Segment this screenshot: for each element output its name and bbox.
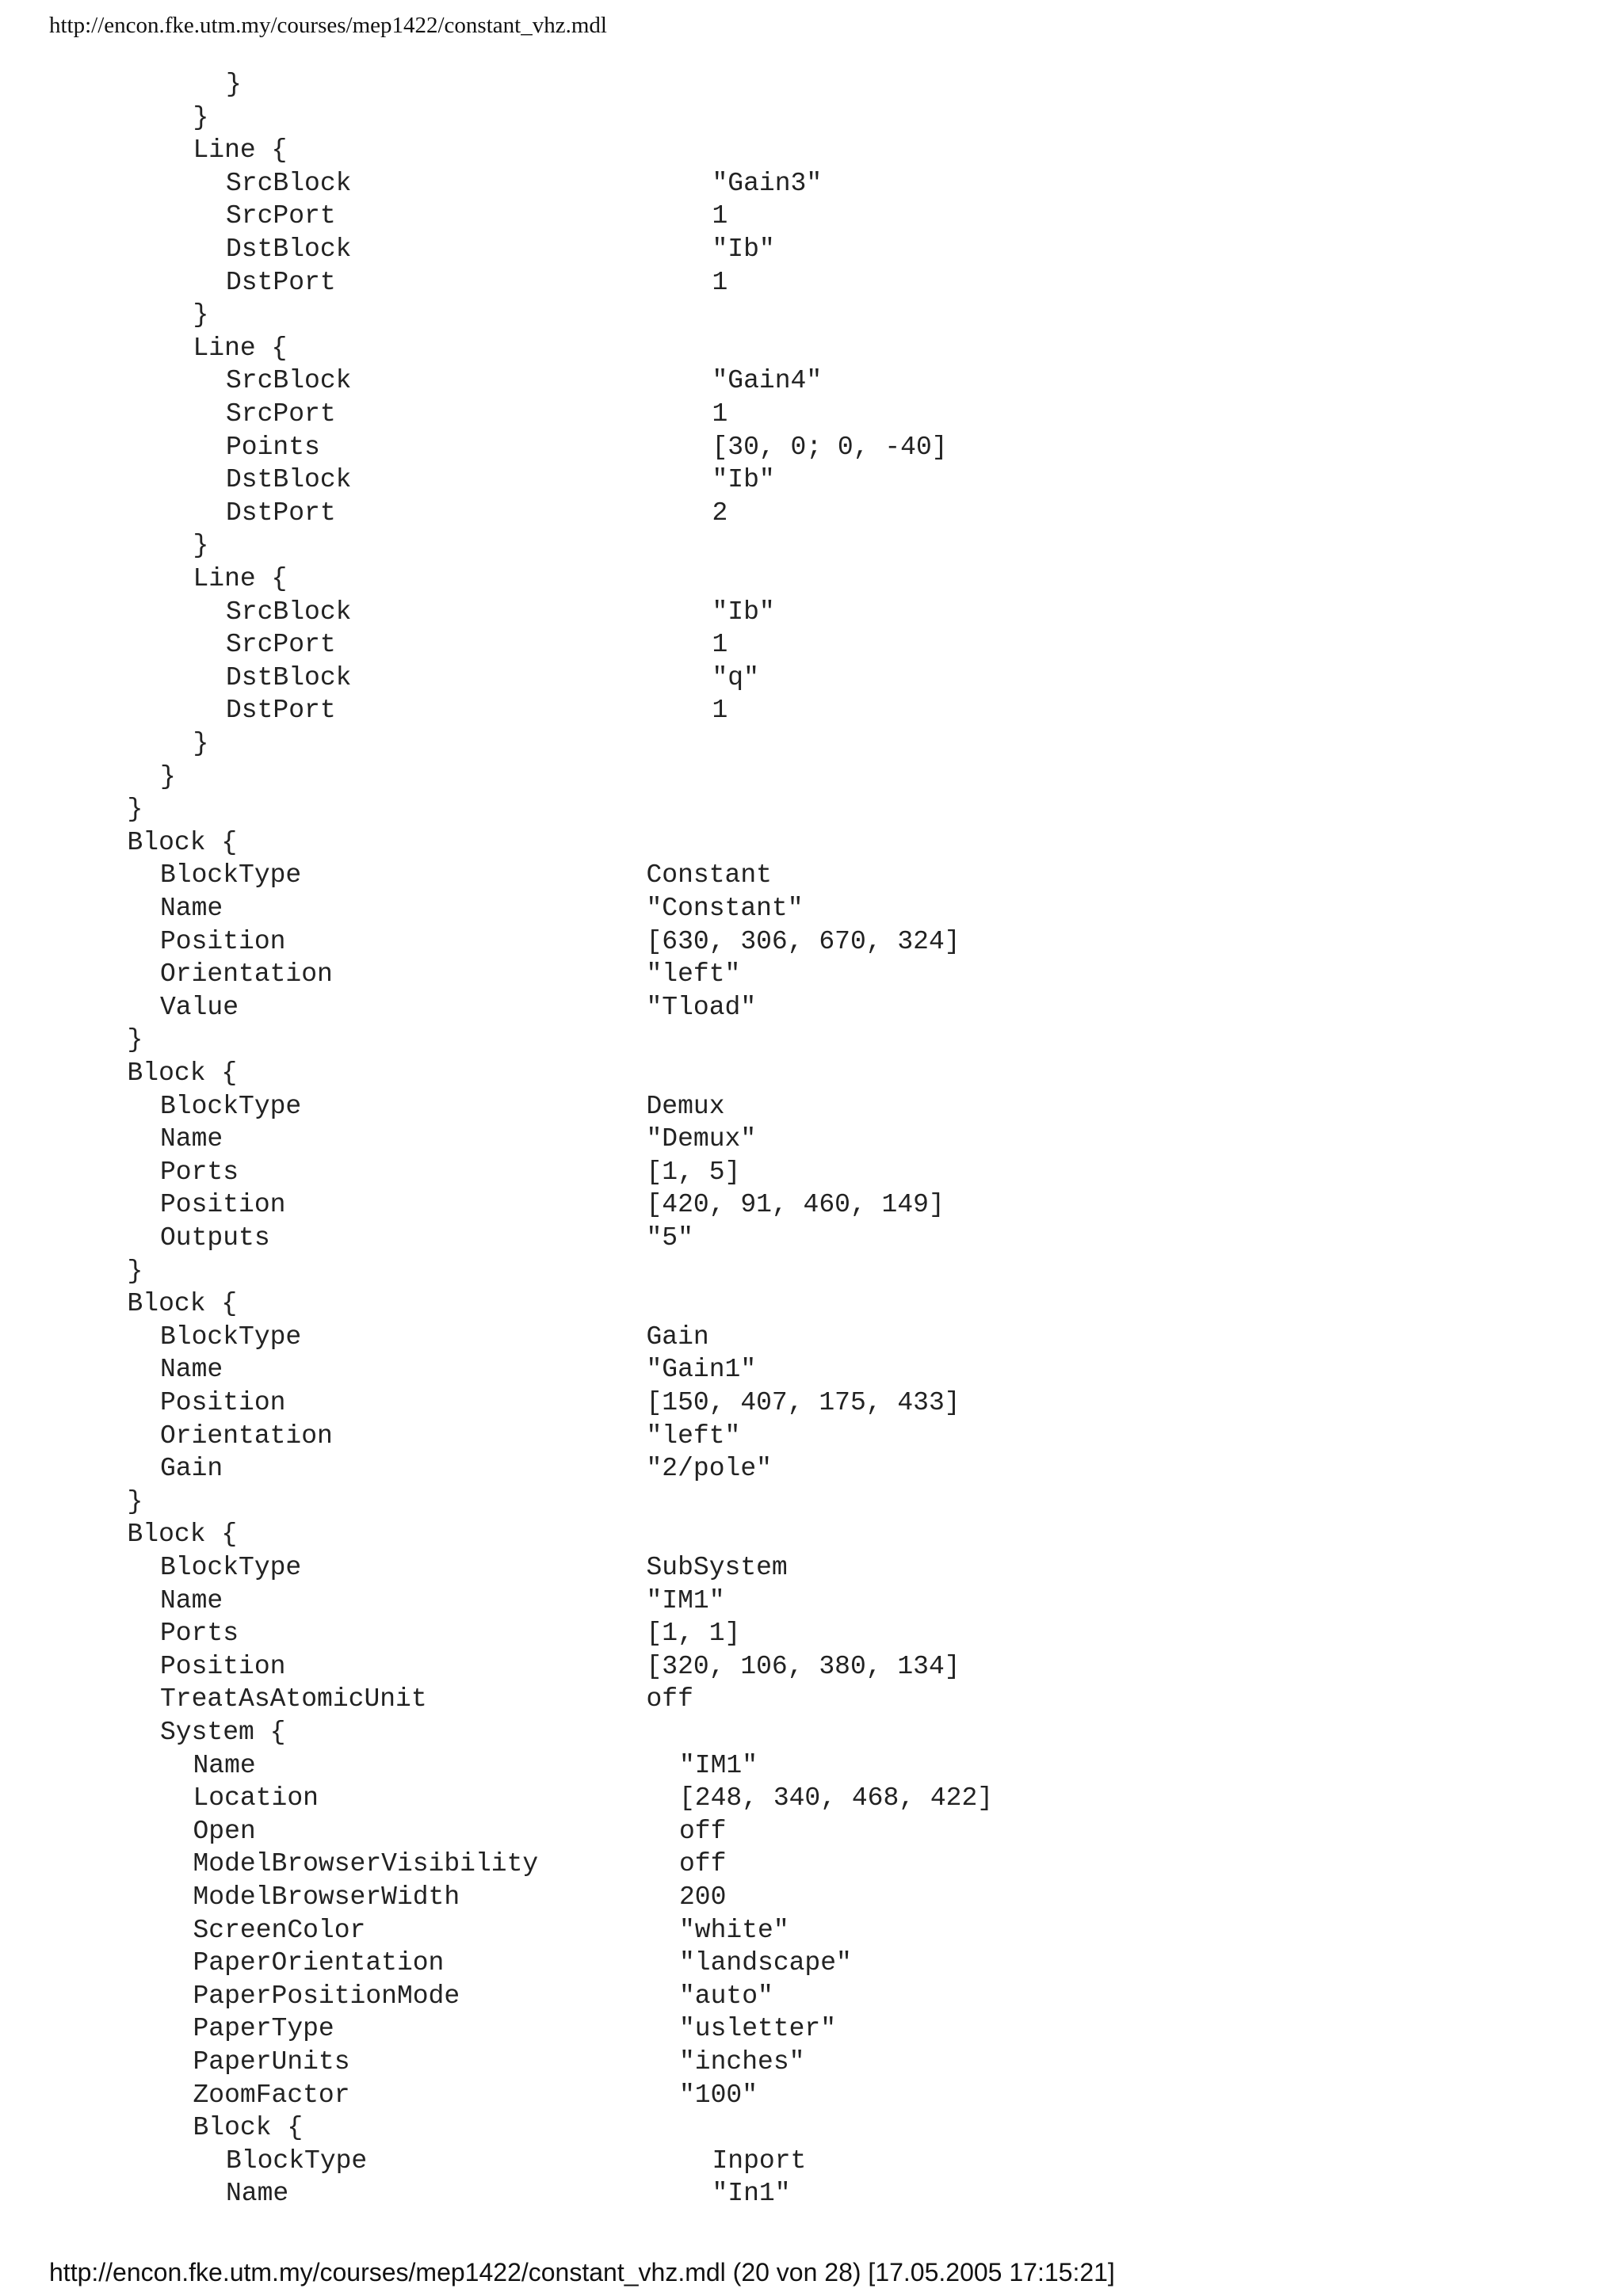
code-key: DstBlock	[226, 235, 352, 264]
code-value: [420, 91, 460, 149]	[646, 1190, 945, 1220]
code-value: "In1"	[712, 2179, 791, 2209]
code-value: 200	[679, 1882, 727, 1912]
code-key: }	[160, 761, 176, 791]
code-key: }	[127, 1256, 143, 1286]
code-key: DstPort	[226, 696, 336, 726]
code-value: "landscape"	[679, 1948, 852, 1978]
code-key: Position	[160, 926, 286, 956]
code-key: BlockType	[160, 860, 302, 891]
code-key: Value	[160, 992, 239, 1022]
code-key: Ports	[160, 1157, 239, 1187]
code-value: [248, 340, 468, 422]	[679, 1783, 994, 1814]
code-key: DstBlock	[226, 465, 352, 495]
code-key: Name	[193, 1750, 256, 1780]
code-value: "Ib"	[712, 235, 775, 264]
code-key: }	[127, 1025, 143, 1055]
code-key: DstBlock	[226, 662, 352, 692]
code-value: "Gain1"	[646, 1355, 757, 1385]
code-value: "IM1"	[646, 1585, 725, 1615]
code-value: off	[679, 1816, 727, 1846]
code-key: SrcBlock	[226, 597, 352, 627]
code-key: Block {	[127, 1289, 238, 1319]
code-key: Line {	[193, 135, 288, 166]
code-value: "100"	[679, 2080, 758, 2110]
code-value: "Gain3"	[712, 168, 823, 198]
code-key: Name	[226, 2179, 289, 2209]
code-key: Line {	[193, 564, 288, 593]
code-key: Ports	[160, 1619, 239, 1649]
code-key: PaperUnits	[193, 2047, 350, 2077]
code-value: "usletter"	[679, 2014, 837, 2044]
code-key: Block {	[127, 827, 238, 857]
code-value: "q"	[712, 662, 759, 692]
page-footer: http://encon.fke.utm.my/courses/mep1422/constant_vhz.mdl (20 von 28) [17.05.2005 17:15:21]	[49, 2258, 1115, 2286]
code-value: "Ib"	[712, 465, 775, 495]
code-key: Gain	[160, 1454, 223, 1484]
code-value: off	[679, 1849, 727, 1879]
code-key: Position	[160, 1388, 286, 1417]
code-key: BlockType	[160, 1553, 302, 1582]
code-key: Open	[193, 1816, 256, 1846]
code-key: Block {	[127, 1058, 238, 1088]
code-value: 2	[712, 498, 728, 528]
code-value: off	[646, 1684, 693, 1714]
code-value: Inport	[712, 2145, 807, 2176]
code-key: Outputs	[160, 1223, 270, 1253]
code-value: "Tload"	[646, 992, 757, 1022]
code-key: }	[193, 102, 209, 132]
code-key: ModelBrowserVisibility	[193, 1849, 539, 1879]
code-key: SrcBlock	[226, 168, 352, 198]
code-value: [1, 5]	[646, 1157, 741, 1187]
code-value: "white"	[679, 1915, 789, 1945]
code-key: BlockType	[160, 1322, 302, 1352]
code-key: }	[193, 729, 209, 758]
code-key: ScreenColor	[193, 1915, 366, 1945]
code-value: "2/pole"	[646, 1454, 772, 1484]
code-value: 1	[712, 399, 728, 429]
code-value: Constant	[646, 860, 772, 891]
code-value: "Demux"	[646, 1124, 757, 1154]
code-key: }	[226, 70, 242, 99]
code-key: }	[193, 531, 209, 561]
code-key: SrcPort	[226, 399, 336, 429]
code-key: SrcBlock	[226, 366, 352, 396]
code-value: [630, 306, 670, 324]	[646, 926, 960, 956]
code-value: 1	[712, 696, 728, 726]
code-key: Block {	[193, 2113, 304, 2143]
code-key: Orientation	[160, 1421, 333, 1451]
code-key: SrcPort	[226, 201, 336, 231]
code-value: Gain	[646, 1322, 709, 1352]
code-value: "5"	[646, 1223, 693, 1253]
code-value: "Constant"	[646, 894, 804, 923]
code-value: [30, 0; 0, -40]	[712, 432, 948, 462]
code-key: Orientation	[160, 959, 333, 990]
code-value: "auto"	[679, 1981, 773, 2011]
code-key: Points	[226, 432, 320, 462]
code-value: 1	[712, 267, 728, 297]
code-key: Name	[160, 1355, 223, 1385]
code-key: BlockType	[226, 2145, 368, 2176]
code-key: DstPort	[226, 267, 336, 297]
code-value: [320, 106, 380, 134]	[646, 1651, 960, 1681]
code-key: }	[127, 1486, 143, 1516]
code-key: System {	[160, 1718, 286, 1747]
code-value: "Ib"	[712, 597, 775, 627]
code-value: "left"	[646, 1421, 741, 1451]
page-header-url: http://encon.fke.utm.my/courses/mep1422/constant_vhz.mdl	[49, 13, 607, 38]
code-value: "IM1"	[679, 1750, 758, 1780]
code-value: "left"	[646, 959, 741, 990]
code-key: PaperOrientation	[193, 1948, 445, 1978]
code-value: 1	[712, 630, 728, 660]
code-key: SrcPort	[226, 630, 336, 660]
code-key: DstPort	[226, 498, 336, 528]
code-value: Demux	[646, 1091, 725, 1121]
code-value: [1, 1]	[646, 1619, 741, 1649]
code-key: Line {	[193, 333, 288, 363]
code-key: }	[127, 795, 143, 825]
code-key: Name	[160, 894, 223, 923]
code-value: 1	[712, 201, 728, 231]
code-key: Location	[193, 1783, 319, 1814]
code-key: Name	[160, 1585, 223, 1615]
code-key: Position	[160, 1190, 286, 1220]
code-value: SubSystem	[646, 1553, 788, 1582]
code-listing	[0, 68, 1623, 2239]
code-key: Name	[160, 1124, 223, 1154]
code-key: }	[193, 300, 209, 330]
code-key: TreatAsAtomicUnit	[160, 1684, 427, 1714]
code-key: Position	[160, 1651, 286, 1681]
code-key: BlockType	[160, 1091, 302, 1121]
code-key: PaperPositionMode	[193, 1981, 460, 2011]
code-key: PaperType	[193, 2014, 334, 2044]
code-key: ZoomFactor	[193, 2080, 350, 2110]
code-value: "inches"	[679, 2047, 805, 2077]
code-value: [150, 407, 175, 433]	[646, 1388, 960, 1417]
code-key: Block {	[127, 1520, 238, 1550]
code-value: "Gain4"	[712, 366, 823, 396]
code-key: ModelBrowserWidth	[193, 1882, 460, 1912]
